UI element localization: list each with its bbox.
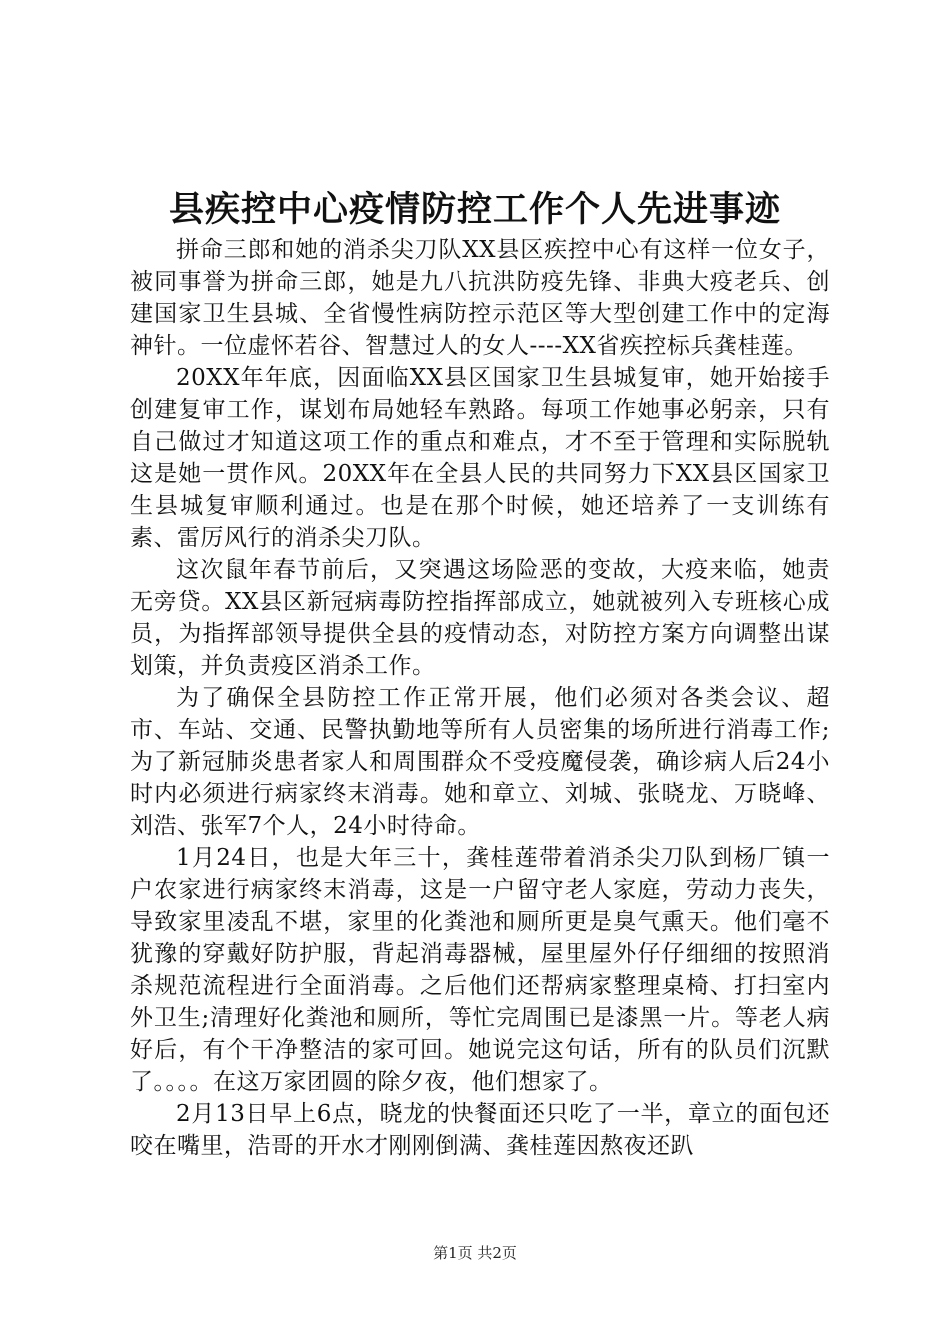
- paragraph: 拼命三郎和她的消杀尖刀队XX县区疾控中心有这样一位女子，被同事誉为拼命三郎，她是九八抗洪防疫先锋、非典大疫老兵、创建国家卫生县城、全省慢性病防控示范区等大型创建工作中的定海神针。一位虚怀若谷、智慧过人的女人----XX省疾控标兵龚桂莲。: [130, 237, 830, 359]
- page-footer: 第1页 共2页: [433, 1244, 517, 1262]
- paragraph: 为了确保全县防控工作正常开展，他们必须对各类会议、超市、车站、交通、民警执勤地等所有人员密集的场所进行消毒工作;为了新冠肺炎患者家人和周围群众不受疫魔侵袭，确诊病人后24小时内必须进行病家终末消毒。她和章立、刘城、张晓龙、万晓峰、刘浩、张军7个人，24小时待命。: [130, 685, 830, 839]
- document-title: 县疾控中心疫情防控工作个人先进事迹: [168, 189, 781, 230]
- paragraph: 20XX年年底，因面临XX县区国家卫生县城复审，她开始接手创建复审工作，谋划布局她轻车熟路。每项工作她事必躬亲，只有自己做过才知道这项工作的重点和难点，才不至于管理和实际脱轨这是她一贯作风。20XX年在全县人民的共同努力下XX县区国家卫生县城复审顺利通过。也是在那个时候，她还培养了一支训练有素、雷厉风行的消杀尖刀队。: [130, 365, 830, 551]
- paragraph: 1月24日，也是大年三十，龚桂莲带着消杀尖刀队到杨厂镇一户农家进行病家终末消毒，这是一户留守老人家庭，劳动力丧失，导致家里凌乱不堪，家里的化粪池和厕所更是臭气熏天。他们毫不犹豫的穿戴好防护服，背起消毒器械，屋里屋外仔仔细细的按照消杀规范流程进行全面消毒。之后他们还帮病家整理桌椅、打扫室内外卫生;清理好化粪池和厕所，等忙完周围已是漆黑一片。等老人病好后，有个干净整洁的家可回。她说完这句话，所有的队员们沉默了。。。。在这万家团圆的除夕夜，他们想家了。: [130, 845, 830, 1095]
- paragraph: 2月13日早上6点，晓龙的快餐面还只吃了一半，章立的面包还咬在嘴里，浩哥的开水才刚刚倒满、龚桂莲因熬夜还趴: [130, 1101, 830, 1159]
- paragraph: 这次鼠年春节前后，又突遇这场险恶的变故，大疫来临，她责无旁贷。XX县区新冠病毒防控指挥部成立，她就被列入专班核心成员，为指挥部领导提供全县的疫情动态，对防控方案方向调整出谋划策，并负责疫区消杀工作。: [130, 557, 830, 679]
- document-body: [130, 234, 830, 1162]
